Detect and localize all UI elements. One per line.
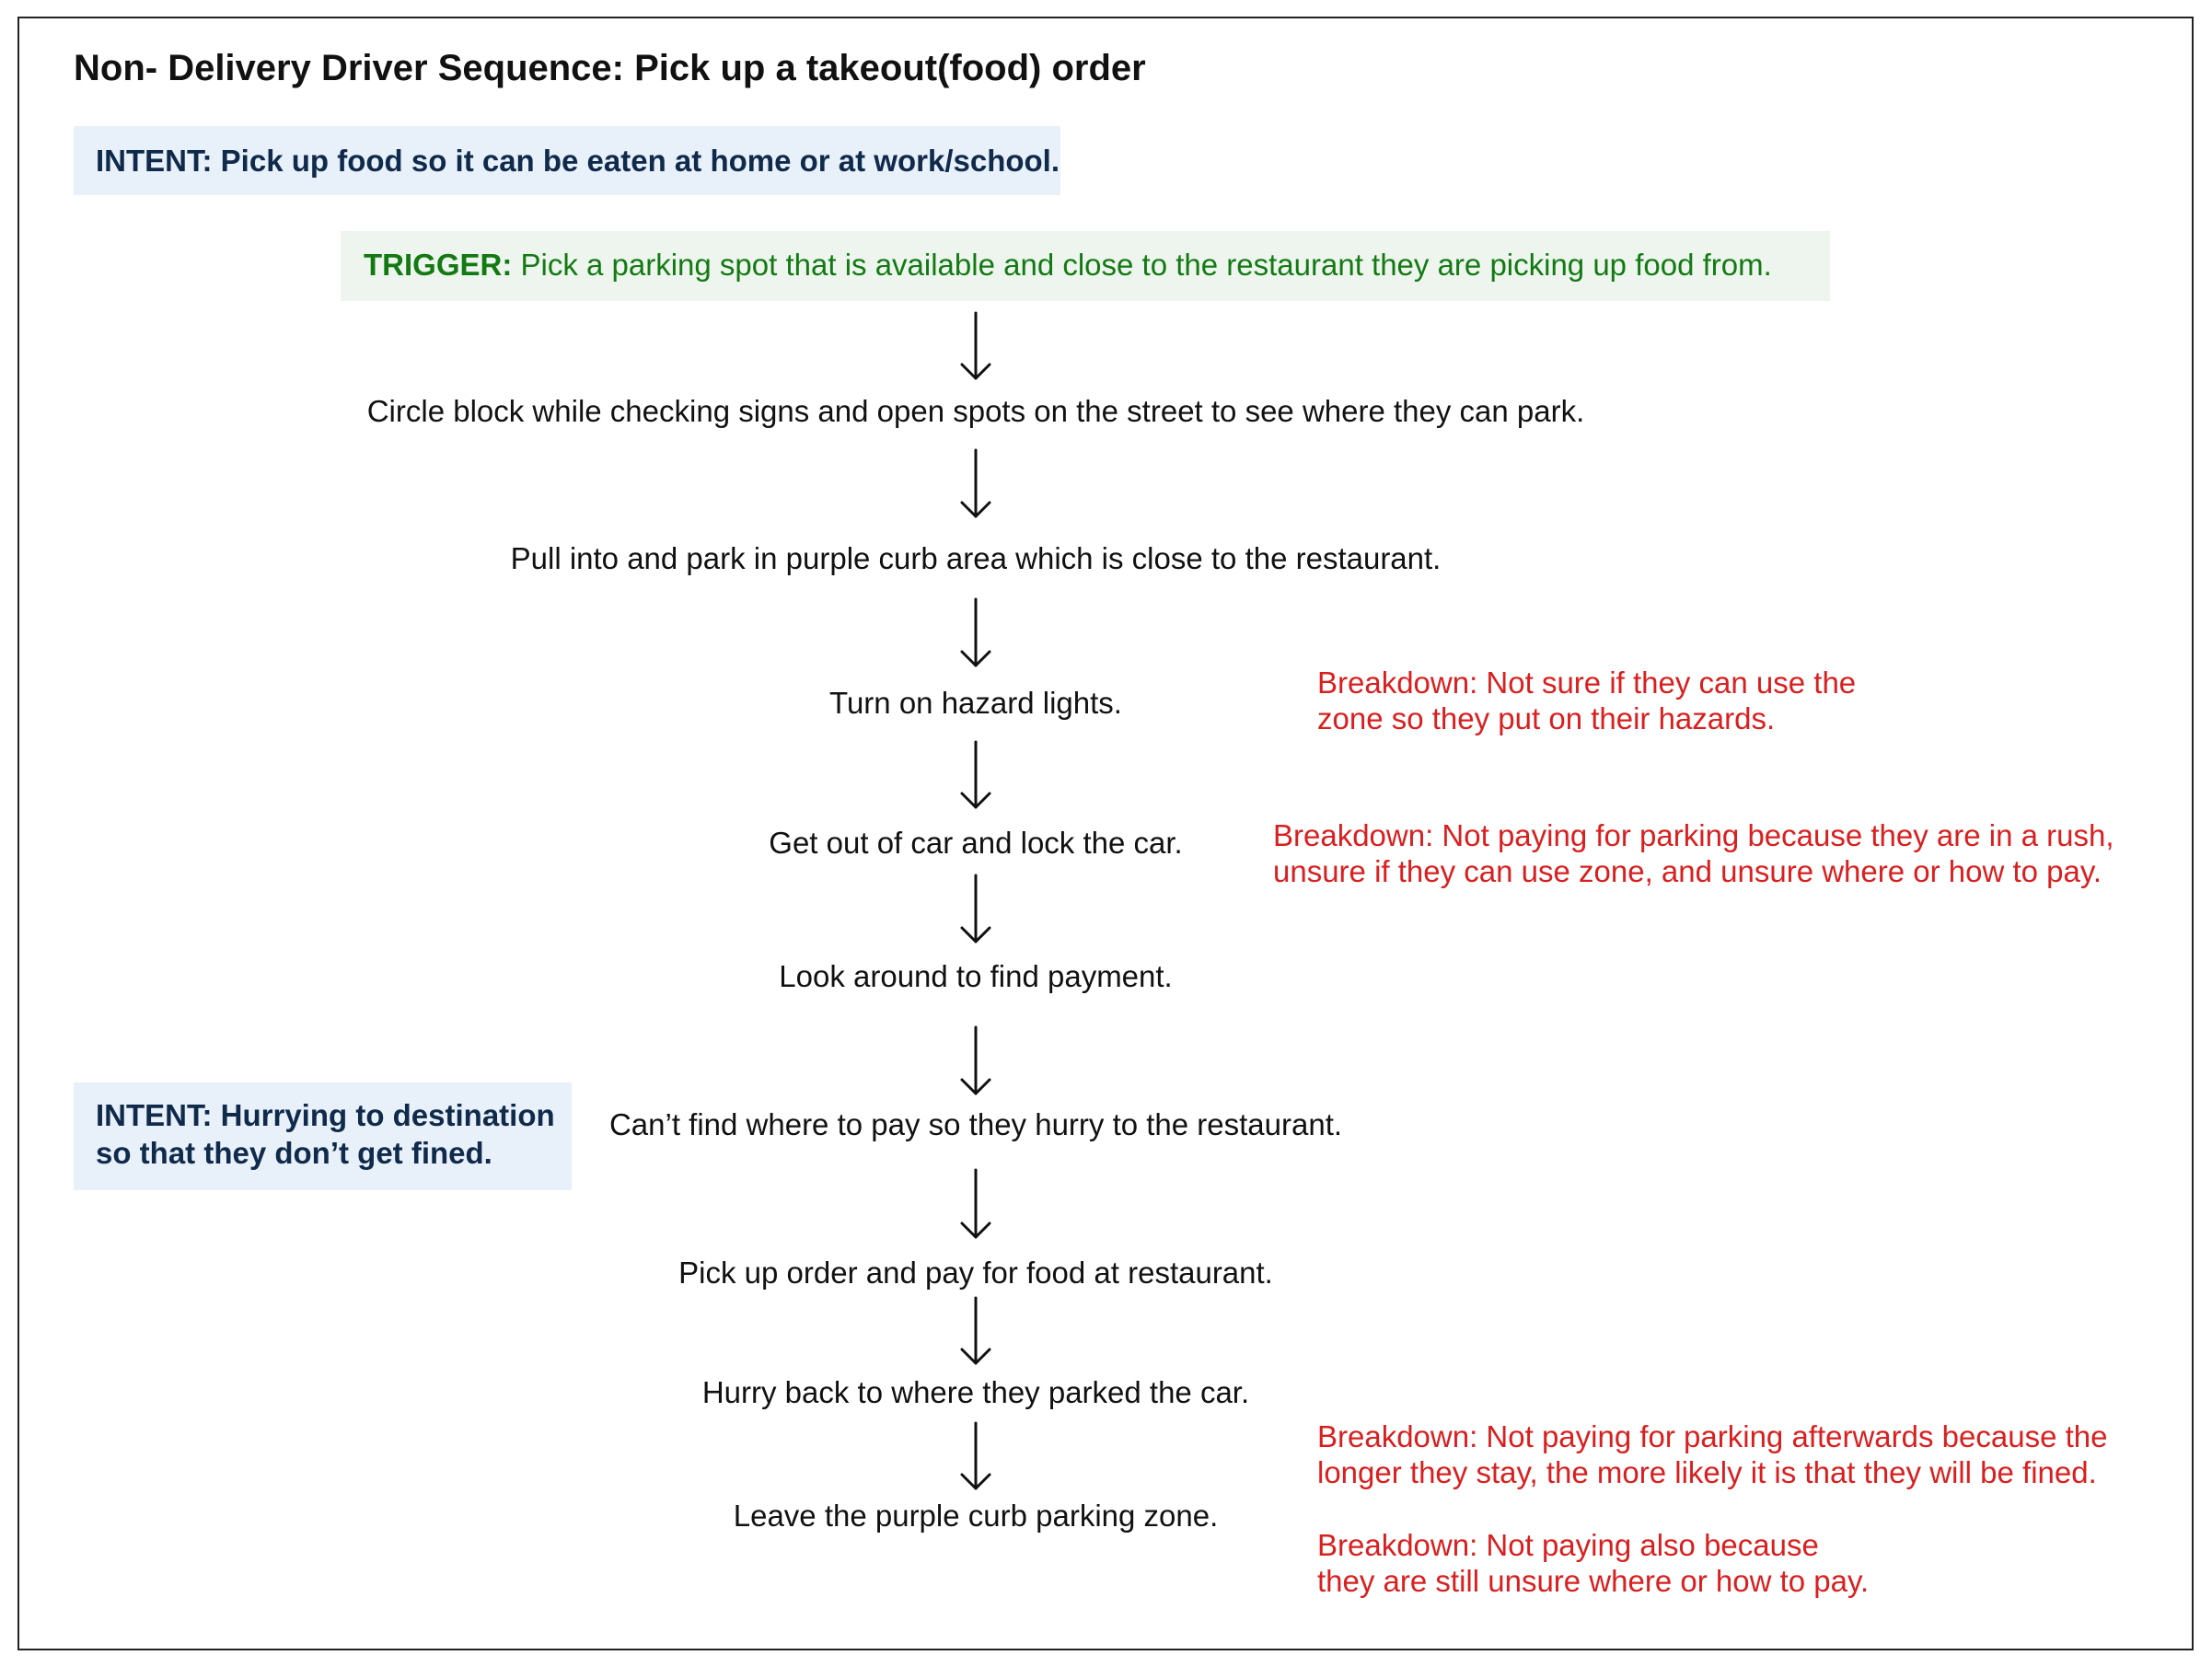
trigger-text: Pick a parking spot that is available and close to the restaurant they are picking up food from. bbox=[520, 248, 1772, 282]
intent-label: INTENT: bbox=[96, 144, 213, 178]
breakdown-line-2: longer they stay, the more likely it is that they will be fined. bbox=[1317, 1455, 2097, 1489]
intent-side-line-1: INTENT: Hurrying to destination bbox=[96, 1098, 555, 1132]
trigger-label: TRIGGER: bbox=[364, 248, 513, 282]
step-pull-into-park: Pull into and park in purple curb area which is close to the restaurant. bbox=[510, 541, 1442, 575]
breakdown-line-1: Breakdown: Not paying also because bbox=[1317, 1528, 1819, 1562]
step-circle-block: Circle block while checking signs and open spots on the street to see where they can park. bbox=[366, 394, 1585, 428]
page-title: Non- Delivery Driver Sequence: Pick up a takeout(food) order bbox=[74, 48, 1146, 88]
arrow-6 bbox=[962, 1027, 990, 1094]
arrow-2 bbox=[962, 450, 990, 516]
arrow-1 bbox=[962, 313, 990, 378]
breakdown-note-afterwards bbox=[1317, 1418, 2107, 1490]
breakdown-line-1: Breakdown: Not paying for parking because they are in a rush, bbox=[1273, 818, 2114, 852]
step-leave-zone: Leave the purple curb parking zone. bbox=[733, 1499, 1219, 1533]
breakdown-note-unsure-pay bbox=[1317, 1527, 1869, 1599]
breakdown-note-rush bbox=[1273, 817, 2114, 889]
breakdown-line-1: Breakdown: Not sure if they can use the bbox=[1317, 666, 1857, 700]
arrow-7 bbox=[962, 1170, 990, 1237]
arrow-3 bbox=[962, 599, 990, 666]
breakdown-note-hazards bbox=[1317, 665, 1856, 736]
step-hazard-lights: Turn on hazard lights. bbox=[829, 686, 1122, 720]
step-hurry-restaurant: Can’t find where to pay so they hurry to the restaurant. bbox=[608, 1107, 1343, 1141]
arrow-5 bbox=[962, 875, 990, 942]
arrow-8 bbox=[962, 1298, 990, 1363]
breakdown-line-2: zone so they put on their hazards. bbox=[1317, 701, 1776, 735]
step-find-payment: Look around to find payment. bbox=[779, 959, 1173, 993]
arrow-4 bbox=[962, 742, 990, 807]
breakdown-line-2: they are still unsure where or how to pay. bbox=[1317, 1564, 1870, 1598]
intent-text: Pick up food so it can be eaten at home or at work/school. bbox=[220, 144, 1060, 178]
arrow-9 bbox=[962, 1423, 990, 1488]
step-pick-up-order: Pick up order and pay for food at restaurant. bbox=[678, 1256, 1273, 1290]
intent-side-line-2: so that they don’t get fined. bbox=[96, 1136, 492, 1170]
breakdown-line-2: unsure if they can use zone, and unsure where or how to pay. bbox=[1273, 854, 2102, 888]
step-hurry-back: Hurry back to where they parked the car. bbox=[701, 1375, 1250, 1409]
breakdown-line-1: Breakdown: Not paying for parking afterwards because the bbox=[1317, 1419, 2108, 1453]
step-lock-car: Get out of car and lock the car. bbox=[769, 826, 1183, 860]
